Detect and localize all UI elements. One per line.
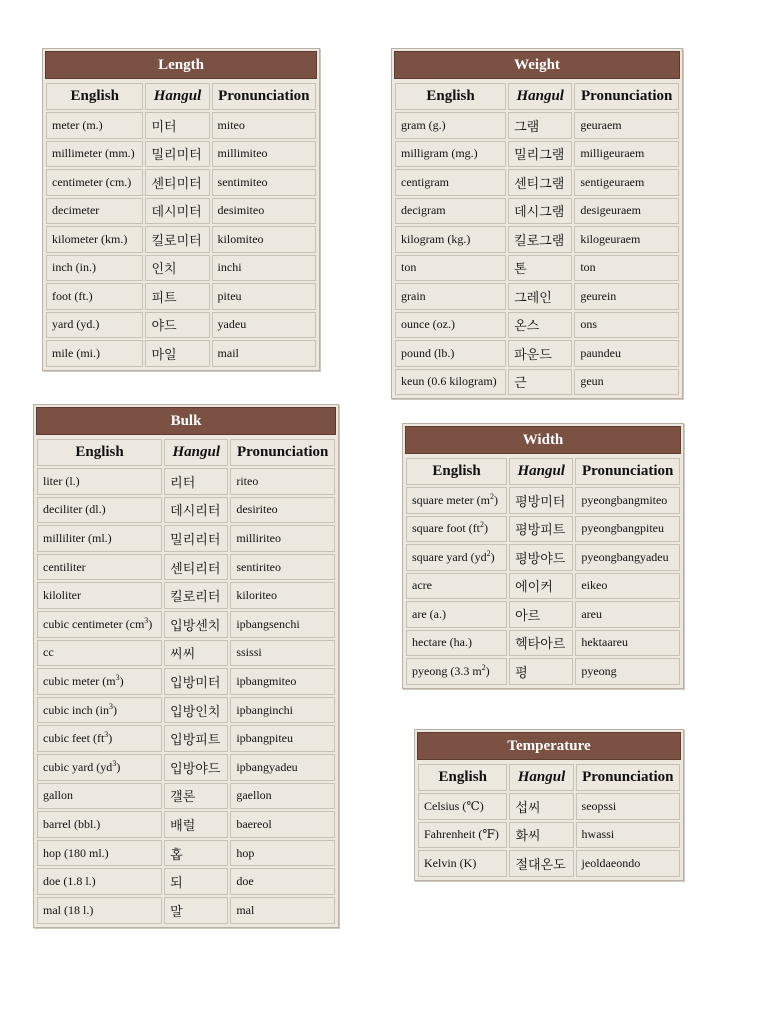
english-cell: [37, 468, 162, 495]
english-cell: [46, 312, 143, 339]
english-cell: [37, 697, 162, 724]
bulk-header-row: [37, 439, 335, 466]
hangul-cell: 입방야드: [164, 754, 228, 781]
pronunciation-header: Pronunciation: [575, 458, 680, 485]
pronunciation-cell: jeoldaeondo: [576, 850, 680, 877]
hangul-cell: 킬로리터: [164, 582, 228, 609]
table-row: [395, 141, 679, 168]
width-table: [402, 423, 684, 689]
hangul-cell: 평: [509, 658, 573, 685]
english-text: ounce (oz.): [401, 317, 455, 332]
english-text: gallon: [43, 788, 73, 803]
hangul-cell: 밀리미터: [145, 141, 209, 168]
table-row: [37, 697, 335, 724]
table-row: [46, 283, 316, 310]
english-cell: [395, 369, 506, 396]
english-cell: [406, 658, 507, 685]
temperature-header-row: [418, 764, 680, 791]
pronunciation-header: Pronunciation: [212, 83, 316, 110]
hangul-cell: 말: [164, 897, 228, 924]
hangul-cell: 갤론: [164, 783, 228, 810]
pronunciation-cell: ipbangsenchi: [230, 611, 335, 638]
hangul-cell: 평방미터: [509, 487, 573, 514]
hangul-cell: 그레인: [508, 283, 572, 310]
hangul-cell: 피트: [145, 283, 209, 310]
hangul-cell: 밀리그램: [508, 141, 572, 168]
pronunciation-cell: seopssi: [576, 793, 680, 820]
pronunciation-cell: desiriteo: [230, 497, 335, 524]
english-text: millimeter (mm.): [52, 146, 135, 161]
table-row: [37, 725, 335, 752]
hangul-cell: 근: [508, 369, 572, 396]
table-row: [46, 255, 316, 282]
bulk-table: [33, 404, 339, 928]
english-cell: [46, 198, 143, 225]
pronunciation-header: Pronunciation: [576, 764, 680, 791]
hangul-header: Hangul: [145, 83, 209, 110]
english-cell: [395, 226, 506, 253]
english-cell: [395, 312, 506, 339]
english-cell: [395, 255, 506, 282]
english-text: hop (180 ml.): [43, 845, 109, 860]
pronunciation-cell: yadeu: [212, 312, 316, 339]
hangul-cell: 에이커: [509, 573, 573, 600]
weight-table: [391, 48, 683, 399]
english-text: Celsius (℃): [424, 798, 484, 813]
exponent: 3: [144, 615, 149, 625]
pronunciation-cell: areu: [575, 601, 680, 628]
english-text: square yard (yd: [412, 549, 487, 564]
exponent: 3: [112, 758, 117, 768]
english-text: cubic centimeter (cm: [43, 616, 145, 631]
hangul-cell: 입방인치: [164, 697, 228, 724]
english-header: English: [37, 439, 162, 466]
exponent: 2: [489, 491, 494, 501]
width-rows: [406, 487, 680, 685]
pronunciation-header: Pronunciation: [230, 439, 335, 466]
english-text: kilogram (kg.): [401, 231, 471, 246]
table-row: [46, 141, 316, 168]
english-cell: [46, 112, 143, 139]
hangul-header: Hangul: [164, 439, 228, 466]
pronunciation-cell: pyeongbangmiteo: [575, 487, 680, 514]
english-text: cubic meter (m: [43, 673, 116, 688]
english-cell: [37, 640, 162, 667]
pronunciation-cell: ipbangyadeu: [230, 754, 335, 781]
table-row: [395, 369, 679, 396]
english-cell: [406, 487, 507, 514]
english-header: English: [395, 83, 506, 110]
weight-header-row: [395, 83, 679, 110]
english-cell: [37, 497, 162, 524]
hangul-cell: 씨씨: [164, 640, 228, 667]
table-row: [395, 169, 679, 196]
english-cell: [37, 868, 162, 895]
table-row: [395, 283, 679, 310]
exponent: 2: [481, 662, 486, 672]
english-cell: [37, 525, 162, 552]
english-text: centiliter: [43, 559, 86, 574]
hangul-cell: 온스: [508, 312, 572, 339]
english-text: keun (0.6 kilogram): [401, 374, 497, 389]
pronunciation-cell: inchi: [212, 255, 316, 282]
pronunciation-cell: sentimiteo: [212, 169, 316, 196]
english-text: cc: [43, 645, 54, 660]
table-row: [418, 793, 680, 820]
english-cell: [37, 582, 162, 609]
english-header: English: [418, 764, 507, 791]
english-text: milligram (mg.): [401, 146, 478, 161]
english-cell: [395, 340, 506, 367]
pronunciation-cell: desimiteo: [212, 198, 316, 225]
english-text: decigram: [401, 203, 446, 218]
table-row: [37, 640, 335, 667]
english-text: acre: [412, 578, 432, 593]
table-row: [37, 897, 335, 924]
table-row: [395, 255, 679, 282]
english-text: centimeter (cm.): [52, 174, 132, 189]
closing-paren: ): [148, 616, 153, 631]
length-title: Length: [45, 51, 317, 79]
table-row: [37, 868, 335, 895]
table-row: [46, 169, 316, 196]
hangul-cell: 리터: [164, 468, 228, 495]
hangul-cell: 아르: [509, 601, 573, 628]
english-text: grain: [401, 288, 426, 303]
exponent: 3: [115, 672, 120, 682]
english-text: Fahrenheit (℉): [424, 827, 499, 842]
pronunciation-cell: geurein: [574, 283, 679, 310]
table-row: [46, 198, 316, 225]
table-row: [395, 112, 679, 139]
table-row: [395, 340, 679, 367]
hangul-cell: 섭씨: [509, 793, 573, 820]
pronunciation-cell: hektaareu: [575, 630, 680, 657]
pronunciation-cell: geun: [574, 369, 679, 396]
table-row: [37, 668, 335, 695]
english-cell: [395, 169, 506, 196]
hangul-cell: 데시그램: [508, 198, 572, 225]
exponent: 3: [108, 701, 113, 711]
pronunciation-cell: desigeuraem: [574, 198, 679, 225]
pronunciation-header: Pronunciation: [574, 83, 679, 110]
pronunciation-cell: kiloriteo: [230, 582, 335, 609]
exponent: 2: [479, 520, 484, 530]
hangul-cell: 센티미터: [145, 169, 209, 196]
pronunciation-cell: riteo: [230, 468, 335, 495]
hangul-cell: 절대온도: [509, 850, 573, 877]
closing-paren: ): [119, 673, 124, 688]
english-cell: [46, 169, 143, 196]
pronunciation-cell: paundeu: [574, 340, 679, 367]
hangul-cell: 입방센치: [164, 611, 228, 638]
table-row: [37, 525, 335, 552]
pronunciation-cell: ton: [574, 255, 679, 282]
closing-paren: ): [116, 759, 121, 774]
hangul-cell: 인치: [145, 255, 209, 282]
english-text: cubic yard (yd: [43, 759, 113, 774]
closing-paren: ): [493, 492, 498, 507]
table-row: [418, 822, 680, 849]
english-cell: [37, 754, 162, 781]
pronunciation-cell: gaellon: [230, 783, 335, 810]
table-row: [46, 226, 316, 253]
temperature-rows: [418, 793, 680, 877]
pronunciation-cell: milligeuraem: [574, 141, 679, 168]
english-cell: [37, 783, 162, 810]
table-row: [395, 226, 679, 253]
table-row: [37, 554, 335, 581]
english-text: kiloliter: [43, 588, 81, 603]
english-cell: [46, 141, 143, 168]
english-cell: [37, 840, 162, 867]
hangul-cell: 배럴: [164, 811, 228, 838]
pronunciation-cell: pyeong: [575, 658, 680, 685]
hangul-cell: 평방야드: [509, 544, 573, 571]
english-text: yard (yd.): [52, 317, 100, 332]
english-text: Kelvin (K): [424, 855, 477, 870]
hangul-header: Hangul: [508, 83, 572, 110]
english-text: square foot (ft: [412, 521, 480, 536]
english-text: mal (18 l.): [43, 902, 94, 917]
pronunciation-cell: baereol: [230, 811, 335, 838]
pronunciation-cell: kilogeuraem: [574, 226, 679, 253]
english-text: doe (1.8 l.): [43, 874, 96, 889]
english-text: pyeong (3.3 m: [412, 663, 482, 678]
hangul-cell: 입방피트: [164, 725, 228, 752]
closing-paren: ): [490, 549, 495, 564]
hangul-cell: 되: [164, 868, 228, 895]
table-row: [37, 611, 335, 638]
table-row: [46, 312, 316, 339]
pronunciation-cell: miteo: [212, 112, 316, 139]
english-cell: [46, 340, 143, 367]
hangul-cell: 그램: [508, 112, 572, 139]
bulk-rows: [37, 468, 335, 924]
table-row: [46, 340, 316, 367]
english-text: barrel (bbl.): [43, 816, 101, 831]
english-cell: [37, 811, 162, 838]
english-text: decimeter: [52, 203, 100, 218]
weight-rows: [395, 112, 679, 395]
english-cell: [395, 112, 506, 139]
english-cell: [37, 725, 162, 752]
closing-paren: ): [485, 663, 490, 678]
pronunciation-cell: pyeongbangyadeu: [575, 544, 680, 571]
hangul-cell: 헥타아르: [509, 630, 573, 657]
english-cell: [418, 850, 507, 877]
english-text: ton: [401, 260, 417, 275]
english-text: deciliter (dl.): [43, 502, 106, 517]
hangul-cell: 야드: [145, 312, 209, 339]
english-text: centigram: [401, 174, 449, 189]
hangul-cell: 마일: [145, 340, 209, 367]
length-header-row: [46, 83, 316, 110]
table-row: [395, 198, 679, 225]
english-text: cubic feet (ft: [43, 731, 105, 746]
pronunciation-cell: eikeo: [575, 573, 680, 600]
pronunciation-cell: milliriteo: [230, 525, 335, 552]
table-row: [37, 840, 335, 867]
table-row: [406, 516, 680, 543]
closing-paren: ): [108, 731, 113, 746]
table-row: [37, 582, 335, 609]
english-cell: [406, 630, 507, 657]
table-row: [46, 112, 316, 139]
english-text: meter (m.): [52, 117, 103, 132]
english-text: inch (in.): [52, 260, 96, 275]
pronunciation-cell: mail: [212, 340, 316, 367]
length-rows: [46, 112, 316, 367]
english-cell: [395, 283, 506, 310]
table-row: [406, 544, 680, 571]
closing-paren: ): [483, 521, 488, 536]
pronunciation-cell: sentiriteo: [230, 554, 335, 581]
english-cell: [37, 611, 162, 638]
length-table: [42, 48, 320, 371]
table-row: [406, 630, 680, 657]
english-cell: [46, 226, 143, 253]
english-text: hectare (ha.): [412, 635, 472, 650]
english-text: gram (g.): [401, 117, 446, 132]
table-row: [406, 487, 680, 514]
width-title: Width: [405, 426, 681, 454]
english-text: pound (lb.): [401, 345, 455, 360]
english-cell: [395, 141, 506, 168]
english-text: kilometer (km.): [52, 231, 128, 246]
hangul-cell: 파운드: [508, 340, 572, 367]
table-row: [406, 658, 680, 685]
english-text: foot (ft.): [52, 288, 93, 303]
english-cell: [406, 601, 507, 628]
pronunciation-cell: hop: [230, 840, 335, 867]
english-text: are (a.): [412, 606, 446, 621]
table-row: [37, 783, 335, 810]
pronunciation-cell: ipbangpiteu: [230, 725, 335, 752]
table-row: [37, 811, 335, 838]
hangul-header: Hangul: [509, 764, 573, 791]
hangul-cell: 홉: [164, 840, 228, 867]
english-cell: [395, 198, 506, 225]
hangul-cell: 화씨: [509, 822, 573, 849]
english-text: milliliter (ml.): [43, 530, 112, 545]
hangul-cell: 센티리터: [164, 554, 228, 581]
hangul-cell: 데시미터: [145, 198, 209, 225]
english-cell: [418, 793, 507, 820]
closing-paren: ): [112, 702, 117, 717]
pronunciation-cell: millimiteo: [212, 141, 316, 168]
hangul-header: Hangul: [509, 458, 573, 485]
pronunciation-cell: ons: [574, 312, 679, 339]
english-text: liter (l.): [43, 473, 80, 488]
english-header: English: [46, 83, 143, 110]
pronunciation-cell: pyeongbangpiteu: [575, 516, 680, 543]
english-cell: [406, 573, 507, 600]
exponent: 2: [486, 548, 491, 558]
width-header-row: [406, 458, 680, 485]
english-cell: [37, 554, 162, 581]
table-row: [37, 754, 335, 781]
hangul-cell: 데시리터: [164, 497, 228, 524]
english-cell: [418, 822, 507, 849]
table-row: [395, 312, 679, 339]
weight-title: Weight: [394, 51, 680, 79]
english-header: English: [406, 458, 507, 485]
temperature-table: [414, 729, 684, 881]
pronunciation-cell: hwassi: [576, 822, 680, 849]
hangul-cell: 센티그램: [508, 169, 572, 196]
pronunciation-cell: doe: [230, 868, 335, 895]
hangul-cell: 킬로그램: [508, 226, 572, 253]
pronunciation-cell: piteu: [212, 283, 316, 310]
english-text: mile (mi.): [52, 345, 100, 360]
english-cell: [37, 668, 162, 695]
hangul-cell: 톤: [508, 255, 572, 282]
english-cell: [46, 283, 143, 310]
hangul-cell: 입방미터: [164, 668, 228, 695]
exponent: 3: [104, 730, 109, 740]
table-row: [406, 573, 680, 600]
english-text: square meter (m: [412, 492, 490, 507]
pronunciation-cell: geuraem: [574, 112, 679, 139]
table-row: [37, 468, 335, 495]
english-cell: [406, 516, 507, 543]
pronunciation-cell: ipbanginchi: [230, 697, 335, 724]
hangul-cell: 미터: [145, 112, 209, 139]
hangul-cell: 밀리리터: [164, 525, 228, 552]
pronunciation-cell: kilomiteo: [212, 226, 316, 253]
pronunciation-cell: sentigeuraem: [574, 169, 679, 196]
bulk-title: Bulk: [36, 407, 336, 435]
hangul-cell: 평방피트: [509, 516, 573, 543]
pronunciation-cell: mal: [230, 897, 335, 924]
table-row: [418, 850, 680, 877]
pronunciation-cell: ssissi: [230, 640, 335, 667]
english-cell: [46, 255, 143, 282]
table-row: [406, 601, 680, 628]
english-text: cubic inch (in: [43, 702, 109, 717]
temperature-title: Temperature: [417, 732, 681, 760]
pronunciation-cell: ipbangmiteo: [230, 668, 335, 695]
table-row: [37, 497, 335, 524]
english-cell: [37, 897, 162, 924]
english-cell: [406, 544, 507, 571]
hangul-cell: 킬로미터: [145, 226, 209, 253]
